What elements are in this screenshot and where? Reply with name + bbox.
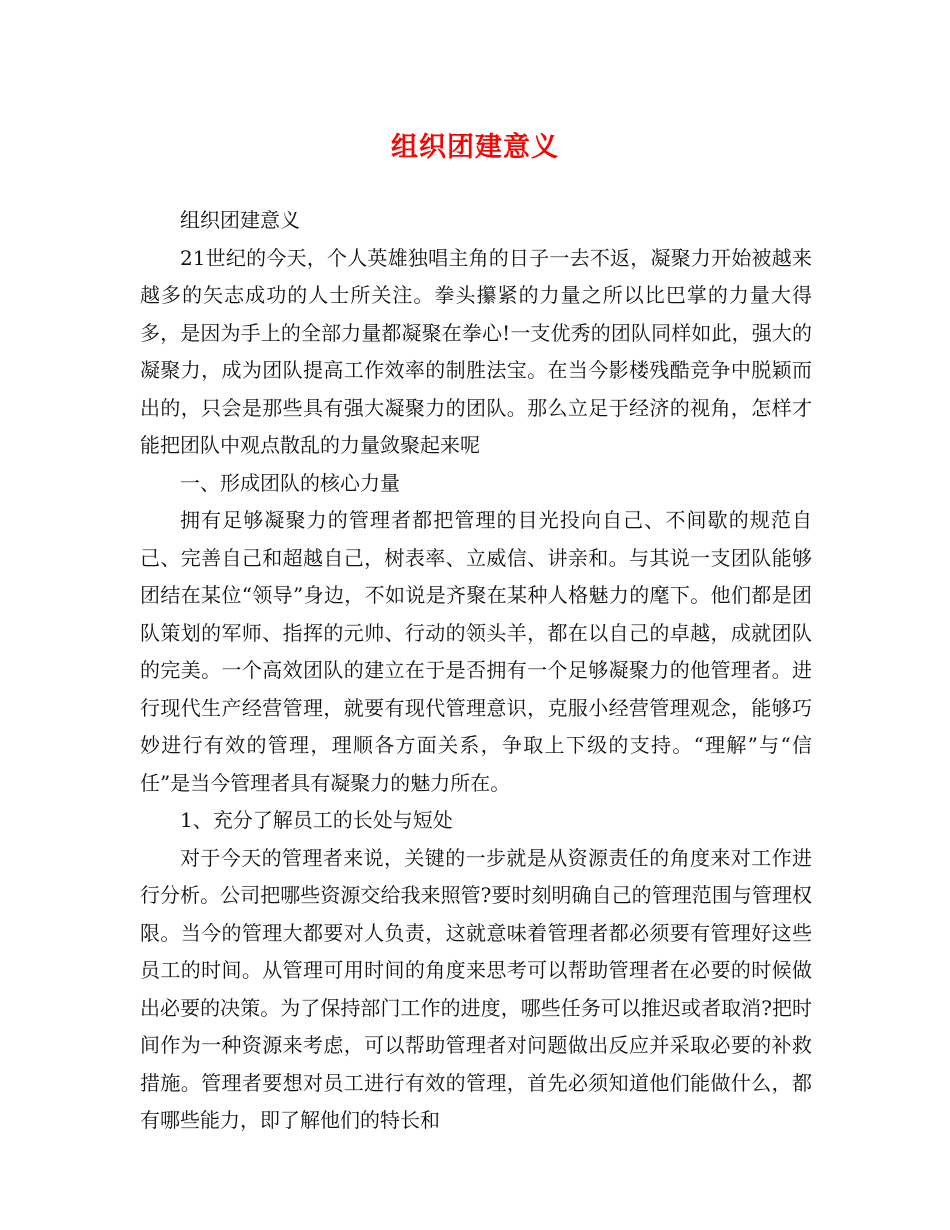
document-body [140,202,812,1140]
subtitle-paragraph: 组织团建意义 [180,208,300,232]
intro-paragraph: 21世纪的今天，个人英雄独唱主角的日子一去不返，凝聚力开始被越来越多的矢志成功的人士所关注。拳头攥紧的力量之所以比巴掌的力量大得多，是因为手上的全部力量都凝聚在拳心!一支优秀的团队同样如此，强大的凝聚力，成为团队提高工作效率的制胜法宝。在当今影楼残酷竞争中脱颖而出的，只会是那些具有强大凝聚力的团队。那么立足于经济的视角，怎样才能把团队中观点散乱的力量敛聚起来呢 [140,245,812,457]
subsection-heading: 1、充分了解员工的长处与短处 [180,808,453,832]
body-paragraph: 拥有足够凝聚力的管理者都把管理的目光投向自己、不间歇的规范自己、完善自己和超越自己，树表率、立威信、讲亲和。与其说一支团队能够团结在某位“领导”身边，不如说是齐聚在某种人格魅力的麾下。他们都是团队策划的军师、指挥的元帅、行动的领头羊，都在以自己的卓越，成就团队的完美。一个高效团队的建立在于是否拥有一个足够凝聚力的他管理者。进行现代生产经营管理，就要有现代管理意识，克服小经营管理观念，能够巧妙进行有效的管理，理顺各方面关系，争取上下级的支持。“理解”与“信任”是当今管理者具有凝聚力的魅力所在。 [140,508,812,795]
document-title: 组织团建意义 [391,132,559,163]
body-paragraph: 对于今天的管理者来说，关键的一步就是从资源责任的角度来对工作进行分析。公司把哪些资源交给我来照管?要时刻明确自己的管理范围与管理权限。当今的管理大都要对人负责，这就意味着管理者都必须要有管理好这些员工的时间。从管理可用时间的角度来思考可以帮助管理者在必要的时候做出必要的决策。为了保持部门工作的进度，哪些任务可以推迟或者取消?把时间作为一种资源来考虑，可以帮助管理者对问题做出反应并采取必要的补救措施。管理者要想对员工进行有效的管理，首先必须知道他们能做什么，都有哪些能力，即了解他们的特长和 [140,845,812,1132]
section-heading: 一、形成团队的核心力量 [180,470,400,495]
